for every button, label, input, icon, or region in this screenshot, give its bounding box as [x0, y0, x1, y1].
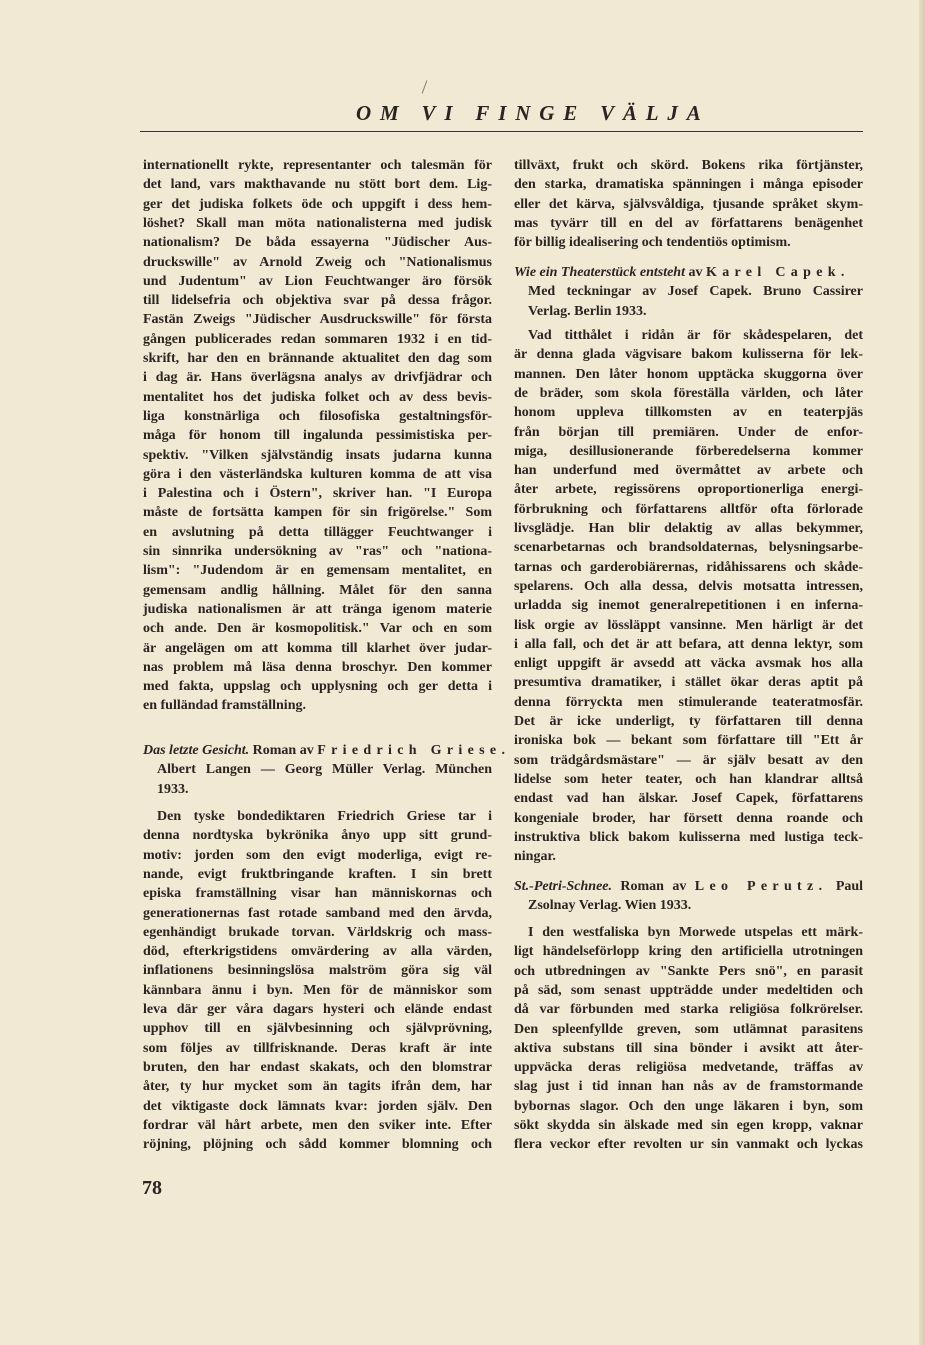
header-rule	[140, 131, 863, 132]
text-line: uppväcka deras religiösa medvetande, träffas av	[514, 1060, 863, 1076]
text-line: internationellt rykte, representanter och talesmän för	[143, 158, 492, 173]
text-line: bybornas slagor. Och den unge läkaren i byn, som	[514, 1098, 863, 1114]
text-line: slag just i tid innan han nås av de framstormande	[514, 1079, 863, 1095]
text-line: liga konstnärliga och filosofiska gestaltningsför-	[143, 408, 492, 424]
publication-line: Zsolnay Verlag. Wien 1933.	[528, 898, 692, 914]
text-line: i alla fall, och det är att befara, att denna lektyr, som	[514, 636, 863, 652]
text-line: skrift, har den en brännande aktualitet den dag som	[143, 351, 492, 366]
text-line: Den spleenfyllde greven, som utlämnat parasitens	[514, 1021, 863, 1037]
text-line: ger det judiska folkets öde och uppgift i dess hem-	[143, 196, 492, 212]
text-line: nande, evigt fruktbringande kraften. I sin brett	[143, 866, 492, 882]
text-line: Den tyske bondediktaren Friedrich Griese tar i	[157, 809, 492, 824]
text-line: lism": "Judendom är en gemensam mentalitet, en	[143, 563, 492, 579]
text-line: lidelse som heter teater, och han klandrar alltså	[514, 771, 863, 787]
text-line: mentalitet hos det judiska folket och av dess bevis-	[143, 389, 492, 405]
text-line: åter arbete, regissörens oproportionerliga energi-	[514, 482, 863, 498]
text-line: från början till premiären. Under de enfor-	[514, 424, 863, 440]
page-number: 78	[142, 1177, 162, 1199]
byline: Roman av	[252, 743, 314, 758]
text-line: instruktiva blick bakom kulisserna med lustiga teck-	[514, 829, 863, 845]
text-line: tarnas och garderobiärernas, ridåhissarens och skåde-	[514, 559, 863, 575]
text-line: motiv: jorden som den evigt moderliga, evigt re-	[143, 847, 492, 863]
text-line: druckswille" av Arnold Zweig och "Nationalismus	[143, 254, 492, 270]
text-line: och ande. Den är kosmopolitisk." Var och en som	[143, 621, 492, 637]
book-title: Das letzte Gesicht.	[143, 743, 250, 758]
text-line: spelarens. Och alla dessa, delvis motsatta intressen,	[514, 578, 863, 594]
text-line: åter, ty hur mycket som än tagits ifrån dem, har	[143, 1079, 492, 1095]
text-line: und Judentum" av Lion Feuchtwanger äro försök	[143, 273, 492, 289]
text-line: lisk orgie av lössläppt vansinne. Men härligt är det	[514, 617, 863, 633]
text-line: de bräder, som skola föreställa världen, och låter	[514, 385, 863, 401]
text-line: måste de fortsätta kampen för sin frigörelse." Som	[143, 505, 492, 521]
text-line: presumtiva dramatiker, i stället ökar deras aptit på	[514, 675, 863, 691]
review-heading	[514, 877, 863, 896]
text-line: I den westfaliska byn Morwede utspelas ett märk-	[528, 925, 863, 940]
text-line: denna förryckta men stimulerande teateratmosfär.	[514, 694, 863, 710]
text-line: en fulländad framställning.	[143, 698, 306, 714]
review-heading	[143, 741, 511, 760]
text-line: för billig idealisering och tendentiös optimism.	[514, 235, 791, 251]
text-line: en avslutning på detta tillägger Feuchtwanger i	[143, 524, 492, 540]
text-line: spektiv. "Vilken självständig insats judarna kunna	[143, 447, 492, 463]
text-line: mas tyvärr till en del av författarens benägenhet	[514, 215, 863, 231]
publication-line: Med teckningar av Josef Capek. Bruno Cassirer	[528, 284, 863, 300]
text-line: sökt skydda sin älskade med sin egen kropp, vaknar	[514, 1118, 863, 1133]
text-line: tillväxt, frukt och skörd. Bokens rika förtjänster,	[514, 158, 863, 173]
text-line: miga, desillusionerande förberedelserna kommer	[514, 443, 863, 459]
text-line: judiska nationalismen är att tränga igenom materie	[143, 601, 492, 617]
text-line: med fakta, uppslag och upplysning och ger detta i	[143, 679, 492, 695]
text-line: död, efterkrigstidens omvärdering av alla värden,	[143, 944, 492, 960]
pencil-mark	[422, 80, 428, 93]
text-line: gemensam andlig hållning. Målet för den sanna	[143, 582, 492, 598]
text-line: i dag är. Hans överlägsna analys av drivfjädrar och	[143, 370, 492, 386]
publication-line: Albert Langen — Georg Müller Verlag. München	[157, 762, 492, 778]
text-line: måga för honom till ingalunda pessimistiska per-	[143, 428, 492, 444]
text-line: eller det kärva, självsvåldiga, tjusande språket skym-	[514, 196, 863, 212]
text-line: sin sinnrika undersökning av "ras" och "nationa-	[143, 544, 492, 559]
text-line: bruten, den har endast skakats, och den blomstrar	[143, 1059, 492, 1075]
text-line: röjning, plöjning och sådd kommer blomning och	[143, 1137, 492, 1153]
text-line: aktiva substans till sina bönder i avsikt att åter-	[514, 1040, 863, 1056]
text-line: egenhändigt brukade torvan. Världskrig och mass-	[143, 924, 492, 940]
text-line: urladda sig inemot generalrepetitionen i en inferna-	[514, 598, 863, 614]
text-line: det viktigaste dock lämnats kvar: jorden själv. Den	[143, 1098, 492, 1114]
text-line: Det är icke underligt, ty författaren till denna	[514, 714, 863, 729]
text-line: scenarbetarnas och brandsoldaternas, belysningsarbe-	[514, 540, 863, 556]
running-title: OM VI FINGE VÄLJA	[356, 101, 710, 125]
book-title: Wie ein Theaterstück entsteht	[514, 265, 685, 280]
text-line: nationalism? De båda essayerna "Jüdischer Aus-	[143, 235, 492, 251]
byline: Roman av	[620, 879, 687, 894]
text-line: ironiska bok — bekant som författare till "Ett år	[514, 733, 863, 749]
review-heading	[514, 263, 863, 282]
text-line: kongeniale broder, har försett denna roande och	[514, 810, 863, 826]
text-line: i Palestina och i Östern", skriver han. "I Europa	[143, 486, 492, 502]
book-author: Leo Perutz.	[694, 879, 828, 894]
text-line: till lidelsefria och objektiva svar på dessa frågor.	[143, 293, 492, 309]
text-line: Vad titthålet i ridån är för skådespelaren, det	[528, 328, 863, 343]
text-line: flera veckor efter revolten ur sin vanmakt och lyckas	[514, 1137, 863, 1153]
text-line: episka framställning visar han människornas och	[143, 886, 492, 902]
text-line: livsglädje. Han blir delaktig av allas bekymmer,	[514, 521, 863, 536]
text-line: denna nordtyska bykrönika ånyo upp sitt grund-	[143, 828, 492, 844]
text-line: löshet? Skall man möta nationalisterna med judisk	[143, 215, 492, 231]
publisher-start: Paul	[835, 879, 864, 894]
text-line: det land, vars makthavande nu stött bort dem. Lig-	[143, 177, 492, 193]
book-author: Friedrich Griese.	[317, 743, 511, 758]
text-line: ningar.	[514, 849, 556, 865]
text-line: leva där ger våra dagars hysteri och elände endast	[143, 1002, 492, 1017]
text-line: som följes av tillfrisknande. Deras kraft är inte	[143, 1040, 492, 1056]
text-line: enligt uppgift är avsedd att väcka avsmak hos alla	[514, 656, 863, 672]
text-line: upphov till en självbesinning och självprövning,	[143, 1021, 492, 1037]
text-line: på säd, som senast uppträdde under medeltiden och	[514, 982, 863, 998]
text-line: fordrar väl hårt arbete, men den sviker inte. Efter	[143, 1117, 492, 1133]
publication-line: 1933.	[157, 781, 189, 797]
text-line: förbrukning och författarens alltför ofta förlorade	[514, 501, 863, 517]
publication-line: Verlag. Berlin 1933.	[528, 303, 647, 319]
book-title: St.-Petri-Schnee.	[514, 879, 612, 894]
text-line: göra i den västerländska kulturen komma de att visa	[143, 466, 492, 482]
text-line: endast vad han älskar. Josef Capek, författarens	[514, 791, 863, 807]
text-line: honom uppleva tillkomsten av en teaterpjäs	[514, 405, 863, 421]
page-edge	[919, 0, 925, 1345]
text-line: är angelägen om att komma till klarhet över judar-	[143, 640, 492, 656]
text-line: den starka, dramatiska spänningen i många episoder	[514, 177, 863, 193]
text-line: generationernas fast rotade samband med den ärvda,	[143, 905, 492, 921]
text-line: och utbredningen av "Sankte Pers snö", en parasit	[514, 963, 863, 979]
text-line: nas problem må läsa denna broschyr. Den kommer	[143, 659, 492, 675]
text-line: ligt händelseförlopp kring den artificiella utrotningen	[514, 944, 863, 960]
text-line: Fastän Zweigs "Jüdischer Ausdruckswille" för första	[143, 312, 492, 328]
text-line: han underfund med övermåttet av arbete och	[514, 463, 863, 479]
text-line: mannen. Den låter honom upptäcka skuggorna över	[514, 366, 863, 382]
text-line: gången publicerades redan sommaren 1932 i en tid-	[143, 331, 492, 347]
text-line: då var förbunden med starka religiösa folkrörelser.	[514, 1002, 863, 1018]
text-line: inflationens besinningslösa malström göra sig väl	[143, 963, 492, 979]
text-line: kännbara ännu i byn. Men för de människor som	[143, 982, 492, 998]
book-author: Karel Capek.	[705, 265, 850, 280]
text-line: som trädgårdsmästare" — är själv besatt av den	[514, 752, 863, 768]
byline: av	[688, 265, 703, 280]
text-line: är denna glada vägvisare bakom kulisserna för lek-	[514, 347, 863, 363]
